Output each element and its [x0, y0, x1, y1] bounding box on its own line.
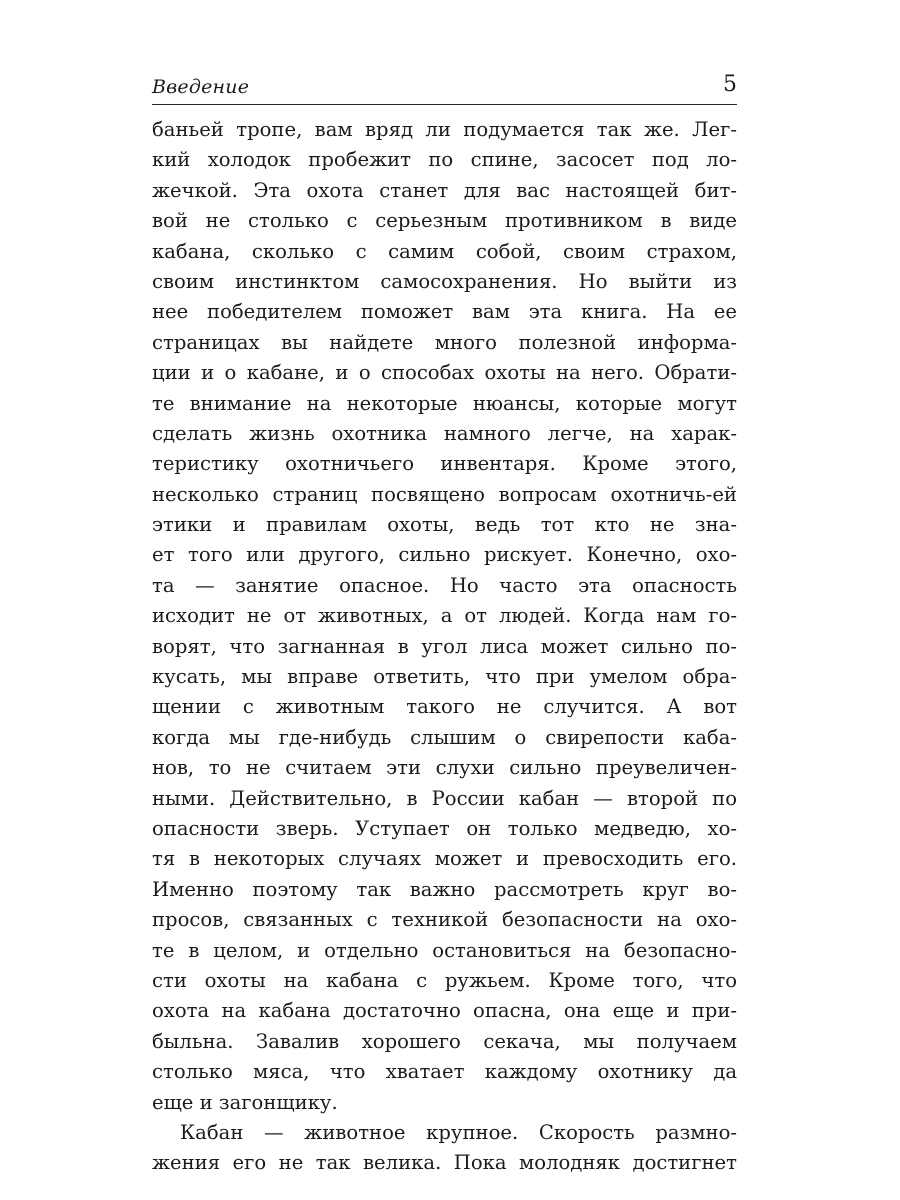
page-number: 5 [723, 72, 737, 97]
text-line: несколько страниц посвящено вопросам охотничь-ей [152, 482, 737, 506]
text-line: исходит не от животных, а от людей. Когда нам го- [152, 604, 737, 628]
text-line: Именно поэтому так важно рассмотреть круг во- [152, 877, 737, 901]
text-line: тя в некоторых случаях может и превосходить его. [152, 847, 737, 871]
text-line: те внимание на некоторые нюансы, которые могут [152, 391, 737, 415]
text-line: когда мы где-нибудь слышим о свирепости каба- [152, 725, 737, 749]
text-line: опасности зверь. Уступает он только медведю, хо- [152, 816, 737, 840]
book-page [152, 72, 737, 1179]
text-line: жечкой. Эта охота станет для вас настоящей бит- [152, 178, 737, 202]
text-line: столько мяса, что хватает каждому охотнику да [152, 1060, 737, 1084]
text-line: кий холодок пробежит по спине, засосет под ло- [152, 148, 737, 172]
text-line: ет того или другого, сильно рискует. Конечно, охо- [152, 543, 737, 567]
text-line: ворят, что загнанная в угол лиса может сильно по- [152, 634, 737, 658]
text-line: быльна. Завалив хорошего секача, мы получаем [152, 1029, 737, 1053]
text-line: своим инстинктом самосохранения. Но выйти из [152, 269, 737, 293]
text-line: ции и о кабане, и о способах охоты на него. Обрати- [152, 361, 737, 385]
text-line: страницах вы найдете много полезной информа- [152, 330, 737, 354]
body-text [152, 115, 737, 1179]
paragraph-first-line: Кабан — животное крупное. Скорость размно- [180, 1120, 737, 1144]
text-line: баньей тропе, вам вряд ли подумается так же. Лег- [152, 118, 737, 141]
text-line: теристику охотничьего инвентаря. Кроме этого, [152, 452, 737, 476]
text-line: те в целом, и отдельно остановиться на безопасно- [152, 938, 737, 962]
text-line: щении с животным такого не случится. А вот [152, 695, 737, 719]
text-line: жения его не так велика. Пока молодняк достигнет [152, 1151, 737, 1175]
section-title: Введение [152, 76, 250, 98]
text-line: кусать, мы вправе ответить, что при умелом обра- [152, 665, 737, 689]
running-head [152, 72, 737, 105]
text-line: та — занятие опасное. Но часто эта опасность [152, 573, 737, 597]
text-line: вой не столько с серьезным противником в виде [152, 209, 737, 233]
text-line: просов, связанных с техникой безопасности на охо- [152, 908, 737, 932]
text-line: сделать жизнь охотника намного легче, на харак- [152, 421, 737, 445]
text-line: нее победителем поможет вам эта книга. На ее [152, 300, 737, 324]
text-line: ными. Действительно, в России кабан — второй по [152, 786, 737, 810]
text-line: нов, то не считаем эти слухи сильно преувеличен- [152, 756, 737, 780]
text-line: охота на кабана достаточно опасна, она еще и при- [152, 999, 737, 1023]
text-line: сти охоты на кабана с ружьем. Кроме того, что [152, 968, 737, 992]
paragraph-end-line: еще и загонщику. [152, 1090, 338, 1114]
text-line: этики и правилам охоты, ведь тот кто не зна- [152, 513, 737, 537]
text-line: кабана, сколько с самим собой, своим страхом, [152, 239, 737, 263]
